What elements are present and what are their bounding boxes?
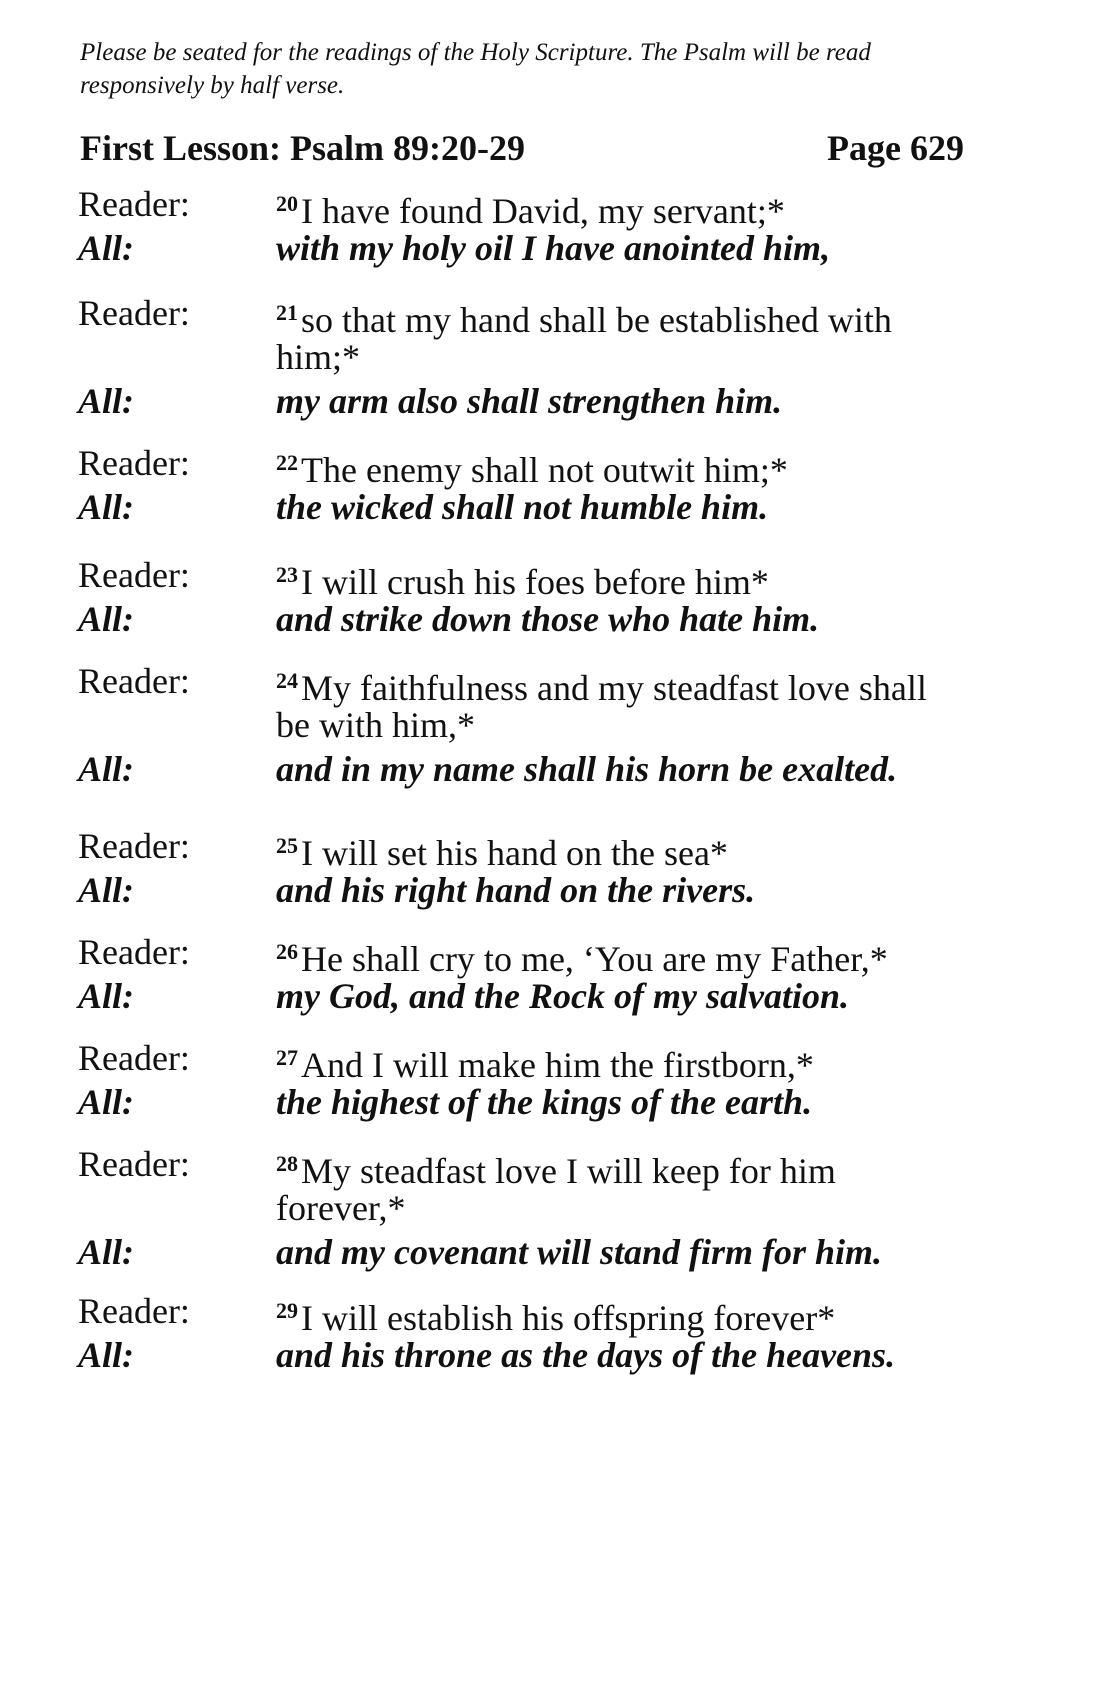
reader-label: Reader:: [78, 184, 190, 224]
lesson-title: First Lesson: Psalm 89:20-29: [80, 128, 525, 168]
verse-25: [0, 824, 1100, 912]
verse-number: 28: [276, 1151, 298, 1176]
verse-number: 26: [276, 939, 298, 964]
reader-text: so that my hand shall be established with: [301, 300, 892, 340]
verse-number: 24: [276, 668, 298, 693]
reader-text-continued: be with him,*: [276, 705, 475, 745]
reader-label: Reader:: [78, 1144, 190, 1184]
verse-28: [0, 1142, 1100, 1274]
reader-label: Reader:: [78, 661, 190, 701]
reader-label: Reader:: [78, 1038, 190, 1078]
reader-label: Reader:: [78, 932, 190, 972]
all-label: All:: [78, 976, 135, 1016]
verse-22: [0, 441, 1100, 529]
verse-24: [0, 659, 1100, 791]
all-label: All:: [78, 599, 135, 639]
reader-label: Reader:: [78, 293, 190, 333]
reader-text-continued: forever,*: [276, 1188, 406, 1228]
reader-text: I have found David, my servant;*: [301, 191, 785, 231]
verse-number: 21: [276, 300, 298, 325]
verse-26: [0, 930, 1100, 1018]
reader-label: Reader:: [78, 826, 190, 866]
congregation-response: and my covenant will stand firm for him.: [276, 1232, 883, 1272]
all-label: All:: [78, 1335, 135, 1375]
reader-text: I will establish his offspring forever*: [301, 1298, 836, 1338]
reader-text: And I will make him the firstborn,*: [301, 1045, 814, 1085]
congregation-response: and in my name shall his horn be exalted.: [276, 749, 898, 789]
reader-text: The enemy shall not outwit him;*: [301, 450, 788, 490]
verse-number: 20: [276, 191, 298, 216]
verse-number: 23: [276, 562, 298, 587]
reader-text: He shall cry to me, ‘You are my Father,*: [301, 939, 888, 979]
all-label: All:: [78, 749, 135, 789]
congregation-response: and his throne as the days of the heavens.: [276, 1335, 896, 1375]
all-label: All:: [78, 381, 135, 421]
all-label: All:: [78, 870, 135, 910]
congregation-response: and strike down those who hate him.: [276, 599, 820, 639]
page-reference: Page 629: [827, 128, 964, 168]
reader-text: I will crush his foes before him*: [301, 562, 769, 602]
all-label: All:: [78, 1232, 135, 1272]
all-label: All:: [78, 228, 135, 268]
reader-text: My steadfast love I will keep for him: [301, 1151, 836, 1191]
reader-text-continued: him;*: [276, 337, 361, 377]
verse-number: 29: [276, 1298, 298, 1323]
all-label: All:: [78, 1082, 135, 1122]
verse-27: [0, 1036, 1100, 1124]
congregation-response: and his right hand on the rivers.: [276, 870, 756, 910]
verse-20: [0, 182, 1100, 270]
reader-label: Reader:: [78, 443, 190, 483]
verse-21: [0, 291, 1100, 423]
reader-label: Reader:: [78, 1291, 190, 1331]
congregation-response: my arm also shall strengthen him.: [276, 381, 783, 421]
verse-29: [0, 1289, 1100, 1377]
verse-number: 25: [276, 833, 298, 858]
reader-text: I will set his hand on the sea*: [301, 833, 728, 873]
verse-23: [0, 553, 1100, 641]
reader-text: My faithfulness and my steadfast love shall: [301, 668, 927, 708]
seating-instructions: Please be seated for the readings of the Holy Scripture. The Psalm will be read responsively by half verse.: [80, 39, 871, 99]
congregation-response: the highest of the kings of the earth.: [276, 1082, 813, 1122]
verse-number: 27: [276, 1045, 298, 1070]
congregation-response: the wicked shall not humble him.: [276, 487, 769, 527]
reader-label: Reader:: [78, 555, 190, 595]
all-label: All:: [78, 487, 135, 527]
congregation-response: my God, and the Rock of my salvation.: [276, 976, 849, 1016]
congregation-response: with my holy oil I have anointed him,: [276, 228, 831, 268]
verse-number: 22: [276, 450, 298, 475]
